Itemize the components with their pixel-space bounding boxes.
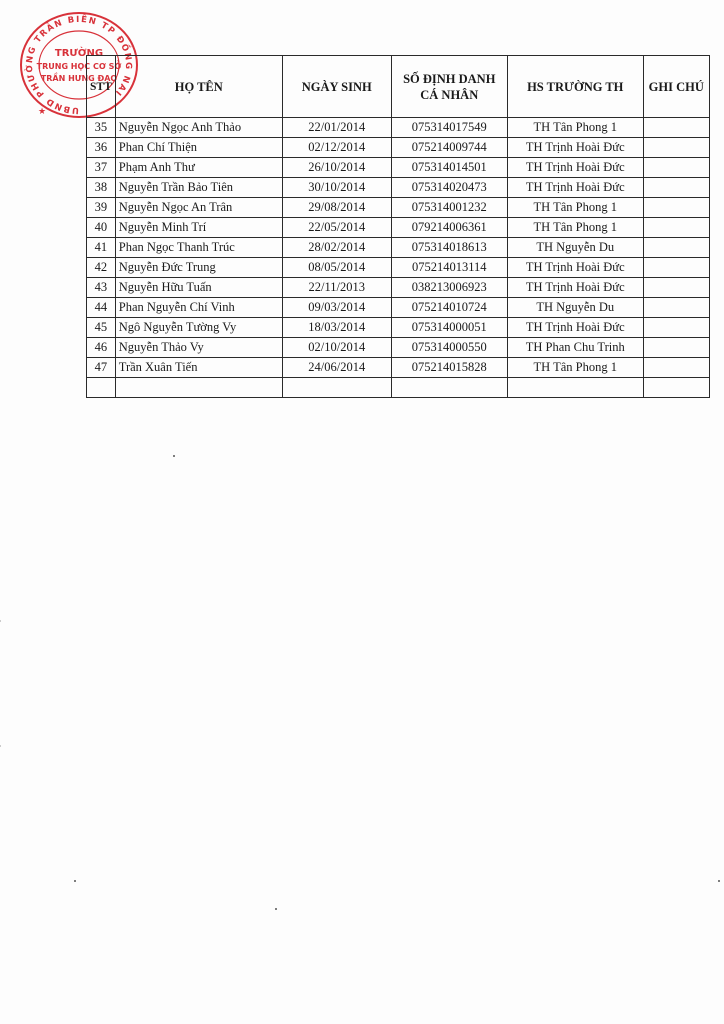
header-id: SỐ ĐỊNH DANH CÁ NHÂN xyxy=(391,56,507,118)
cell-school: TH Trịnh Hoài Đức xyxy=(507,258,643,278)
cell-note xyxy=(643,238,709,258)
cell-name: Trần Xuân Tiến xyxy=(115,358,282,378)
cell-stt: 43 xyxy=(87,278,116,298)
cell-dob: 09/03/2014 xyxy=(282,298,391,318)
cell-name: Nguyễn Hữu Tuấn xyxy=(115,278,282,298)
header-note: GHI CHÚ xyxy=(643,56,709,118)
cell-name: Nguyễn Ngọc An Trân xyxy=(115,198,282,218)
cell-dob: 02/10/2014 xyxy=(282,338,391,358)
table-row xyxy=(87,178,710,198)
student-roster-table xyxy=(86,55,710,398)
cell-school: TH Tân Phong 1 xyxy=(507,118,643,138)
table-row xyxy=(87,298,710,318)
cell-id: 075214009744 xyxy=(391,138,507,158)
seal-center-line-1: TRƯỜNG xyxy=(54,48,104,59)
cell-id: 075214013114 xyxy=(391,258,507,278)
seal-star-icon: ★ xyxy=(37,107,47,117)
cell-name: Phan Chí Thiện xyxy=(115,138,282,158)
cell-stt: 42 xyxy=(87,258,116,278)
cell-name: Nguyễn Trần Bảo Tiên xyxy=(115,178,282,198)
cell-id: 075314001232 xyxy=(391,198,507,218)
cell-note xyxy=(643,198,709,218)
cell-school: TH Trịnh Hoài Đức xyxy=(507,318,643,338)
cell-stt: 40 xyxy=(87,218,116,238)
cell-note xyxy=(643,278,709,298)
cell-note xyxy=(643,358,709,378)
cell-name: Phan Nguyễn Chí Vinh xyxy=(115,298,282,318)
cell-stt: 45 xyxy=(87,318,116,338)
cell-name: Phạm Anh Thư xyxy=(115,158,282,178)
cell-id: 075314020473 xyxy=(391,178,507,198)
seal-center-line-3: TRẦN HƯNG ĐẠO xyxy=(40,74,118,83)
scan-speck xyxy=(74,880,76,882)
table-row xyxy=(87,138,710,158)
cell-name: Nguyễn Minh Trí xyxy=(115,218,282,238)
cell-note xyxy=(643,338,709,358)
table-row xyxy=(87,358,710,378)
cell-id: 075214010724 xyxy=(391,298,507,318)
table-header-row xyxy=(87,56,710,118)
cell-empty xyxy=(391,378,507,398)
cell-dob: 18/03/2014 xyxy=(282,318,391,338)
cell-id: 075314000550 xyxy=(391,338,507,358)
scan-speck xyxy=(275,908,277,910)
table-row xyxy=(87,318,710,338)
cell-name: Nguyễn Ngọc Anh Thảo xyxy=(115,118,282,138)
cell-stt: 38 xyxy=(87,178,116,198)
seal-ring-text: UBND PHƯỜNG TRẢN BIÊN TP ĐỒNG NAI xyxy=(24,14,134,116)
table-body xyxy=(87,118,710,398)
cell-id: 079214006361 xyxy=(391,218,507,238)
cell-stt: 46 xyxy=(87,338,116,358)
cell-stt: 47 xyxy=(87,358,116,378)
cell-dob: 02/12/2014 xyxy=(282,138,391,158)
cell-empty xyxy=(87,378,116,398)
cell-dob: 30/10/2014 xyxy=(282,178,391,198)
header-name: HỌ TÊN xyxy=(115,56,282,118)
cell-dob: 26/10/2014 xyxy=(282,158,391,178)
cell-stt: 44 xyxy=(87,298,116,318)
cell-empty xyxy=(282,378,391,398)
cell-dob: 22/05/2014 xyxy=(282,218,391,238)
scan-speck xyxy=(718,880,720,882)
cell-stt: 41 xyxy=(87,238,116,258)
cell-dob: 24/06/2014 xyxy=(282,358,391,378)
cell-dob: 22/01/2014 xyxy=(282,118,391,138)
table-row xyxy=(87,338,710,358)
cell-stt: 36 xyxy=(87,138,116,158)
cell-school: TH Trịnh Hoài Đức xyxy=(507,278,643,298)
header-school: HS TRƯỜNG TH xyxy=(507,56,643,118)
table-row xyxy=(87,118,710,138)
scan-edge-mark xyxy=(0,745,1,747)
cell-name: Nguyễn Thảo Vy xyxy=(115,338,282,358)
cell-school: TH Trịnh Hoài Đức xyxy=(507,138,643,158)
cell-school: TH Nguyễn Du xyxy=(507,298,643,318)
table-row xyxy=(87,218,710,238)
cell-stt: 37 xyxy=(87,158,116,178)
cell-note xyxy=(643,258,709,278)
cell-note xyxy=(643,218,709,238)
cell-empty xyxy=(507,378,643,398)
cell-id: 038213006923 xyxy=(391,278,507,298)
cell-empty xyxy=(115,378,282,398)
table-row xyxy=(87,278,710,298)
cell-school: TH Phan Chu Trinh xyxy=(507,338,643,358)
scan-speck xyxy=(173,455,175,457)
seal-center-line-2: TRUNG HỌC CƠ SỞ xyxy=(36,62,122,71)
cell-empty xyxy=(643,378,709,398)
cell-school: TH Tân Phong 1 xyxy=(507,218,643,238)
cell-note xyxy=(643,178,709,198)
scan-edge-mark xyxy=(0,620,1,622)
cell-note xyxy=(643,118,709,138)
cell-stt: 35 xyxy=(87,118,116,138)
table-row xyxy=(87,238,710,258)
cell-note xyxy=(643,138,709,158)
cell-name: Phan Ngọc Thanh Trúc xyxy=(115,238,282,258)
cell-note xyxy=(643,298,709,318)
cell-school: TH Tân Phong 1 xyxy=(507,198,643,218)
cell-note xyxy=(643,158,709,178)
cell-dob: 29/08/2014 xyxy=(282,198,391,218)
cell-stt: 39 xyxy=(87,198,116,218)
cell-school: TH Nguyễn Du xyxy=(507,238,643,258)
cell-school: TH Tân Phong 1 xyxy=(507,358,643,378)
cell-school: TH Trịnh Hoài Đức xyxy=(507,178,643,198)
table-row-empty xyxy=(87,378,710,398)
cell-id: 075314014501 xyxy=(391,158,507,178)
table-row xyxy=(87,158,710,178)
cell-id: 075314000051 xyxy=(391,318,507,338)
cell-name: Ngô Nguyễn Tường Vy xyxy=(115,318,282,338)
cell-dob: 22/11/2013 xyxy=(282,278,391,298)
table-row xyxy=(87,198,710,218)
cell-id: 075214015828 xyxy=(391,358,507,378)
cell-name: Nguyễn Đức Trung xyxy=(115,258,282,278)
table-row xyxy=(87,258,710,278)
cell-school: TH Trịnh Hoài Đức xyxy=(507,158,643,178)
cell-dob: 28/02/2014 xyxy=(282,238,391,258)
cell-id: 075314017549 xyxy=(391,118,507,138)
header-stt: STT xyxy=(87,56,116,118)
header-dob: NGÀY SINH xyxy=(282,56,391,118)
cell-note xyxy=(643,318,709,338)
cell-dob: 08/05/2014 xyxy=(282,258,391,278)
cell-id: 075314018613 xyxy=(391,238,507,258)
